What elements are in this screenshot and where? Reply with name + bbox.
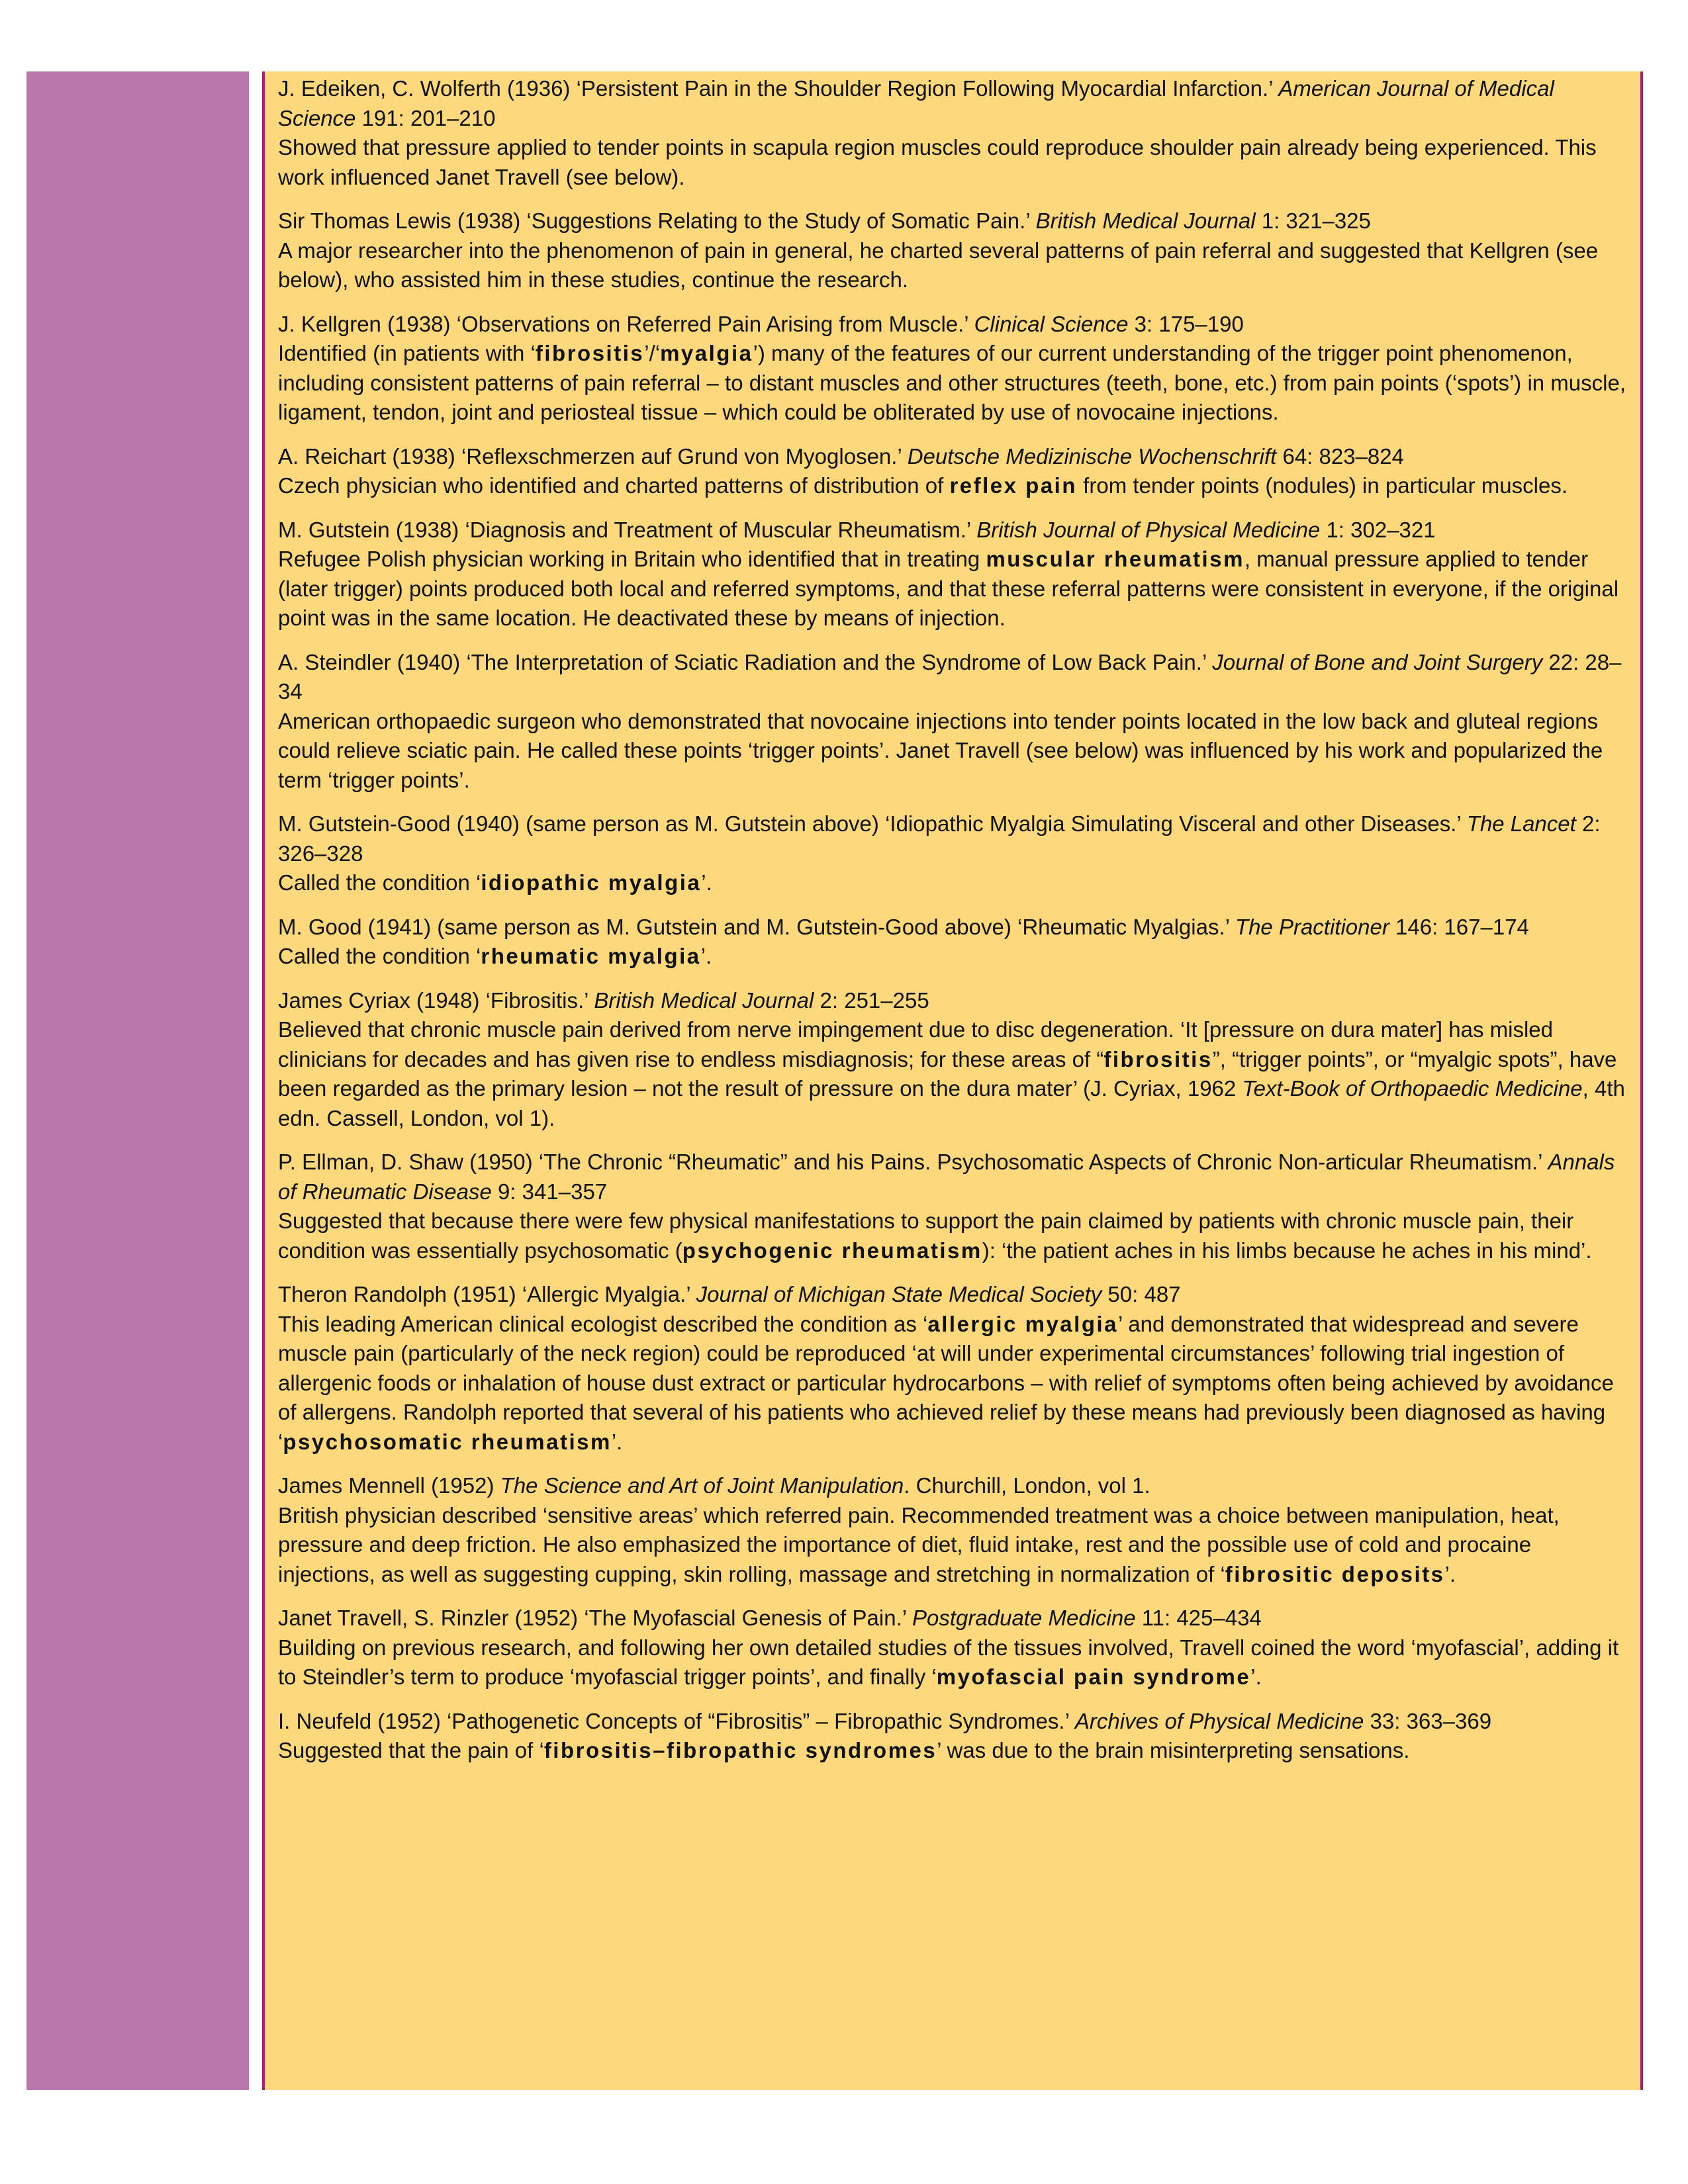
reference-citation: A. Reichart (1938) ‘Reflexschmerzen auf Grund von Myoglosen.’ Deutsche Medizinische Wochenschrift 64: 823–824 <box>278 443 1404 469</box>
reference-citation: I. Neufeld (1952) ‘Pathogenetic Concepts of “Fibrositis” – Fibropathic Syndromes.’ Archives of Physical Medicine 33: 363–369 <box>278 1708 1492 1733</box>
reference-entry <box>278 648 1630 796</box>
reference-description: Called the condition ‘idiopathic myalgia’. <box>278 870 712 895</box>
reference-entry <box>278 442 1630 501</box>
reference-description: Called the condition ‘rheumatic myalgia’. <box>278 944 712 968</box>
key-term: fibrositic deposits <box>1225 1561 1445 1586</box>
sidebar-band <box>26 71 249 2090</box>
reference-entry <box>278 809 1630 898</box>
key-term: psychosomatic rheumatism <box>283 1429 612 1454</box>
key-term: reflex pain <box>949 473 1078 498</box>
reference-description: Building on previous research, and following her own detailed studies of the tissues involved, Travell coined the word ‘myofascial’, adding it to Steindler’s term to produce ‘myofascial trigger points’, and finally ‘myofascial pain syndrome’. <box>278 1635 1619 1689</box>
reference-description: American orthopaedic surgeon who demonstrated that novocaine injections into tender points located in the low back and gluteal regions could relieve sciatic pain. He called these points ‘trigger points’. Janet Travell (see below) was influenced by his work and popularized the term ‘trigger points’. <box>278 708 1603 792</box>
journal-title: The Lancet <box>1466 811 1576 836</box>
reference-citation: Theron Randolph (1951) ‘Allergic Myalgia.’ Journal of Michigan State Medical Society 50: 487 <box>278 1282 1181 1306</box>
book-title: Text-Book of Orthopaedic Medicine <box>1242 1076 1583 1101</box>
key-term: myofascial pain syndrome <box>936 1664 1251 1689</box>
journal-title: Postgraduate Medicine <box>912 1606 1136 1630</box>
reference-entry <box>278 1471 1630 1589</box>
reference-citation: James Mennell (1952) The Science and Art of Joint Manipulation. Churchill, London, vol 1. <box>278 1473 1150 1498</box>
journal-title: Clinical Science <box>974 311 1129 336</box>
reference-description: A major researcher into the phenomenon of pain in general, he charted several patterns of pain referral and suggested that Kellgren (see below), who assisted him in these studies, continue the research. <box>278 238 1599 292</box>
reference-citation: James Cyriax (1948) ‘Fibrositis.’ British Medical Journal 2: 251–255 <box>278 987 929 1013</box>
key-term: fibrositis <box>1103 1046 1213 1071</box>
key-term: idiopathic myalgia <box>481 870 702 895</box>
reference-description: Identified (in patients with ‘fibrositis’/‘myalgia’) many of the features of our current understanding of the trigger point phenomenon, including consistent patterns of pain referral – to distant muscles and other structures (teeth, bone, etc.) from pain points (‘spots’) in muscle, ligament, tendon, joint and periosteal tissue – which could be obliterated by use of novocaine injections. <box>278 341 1626 424</box>
key-term: muscular rheumatism <box>986 547 1244 571</box>
reference-entry <box>278 1707 1630 1766</box>
journal-title: Journal of Bone and Joint Surgery <box>1212 649 1543 674</box>
journal-title: British Journal of Physical Medicine <box>976 517 1321 542</box>
reference-entry <box>278 516 1630 633</box>
reference-citation: M. Gutstein-Good (1940) (same person as M. Gutstein above) ‘Idiopathic Myalgia Simulating Visceral and other Diseases.’ The Lancet 2: 326–328 <box>278 811 1601 866</box>
reference-citation: Sir Thomas Lewis (1938) ‘Suggestions Relating to the Study of Somatic Pain.’ British Medical Journal 1: 321–325 <box>278 208 1371 233</box>
reference-description: Suggested that the pain of ‘fibrositis–fibropathic syndromes’ was due to the brain misinterpreting sensations. <box>278 1738 1410 1762</box>
reference-entry <box>278 1280 1630 1457</box>
journal-title: The Practitioner <box>1235 914 1389 939</box>
journal-title: British Medical Journal <box>1035 208 1256 233</box>
reference-description: Czech physician who identified and charted patterns of distribution of reflex pain from tender points (nodules) in particular muscles. <box>278 473 1568 498</box>
reference-description: British physician described ‘sensitive areas’ which referred pain. Recommended treatment was a choice between manipulation, heat, pressure and deep friction. He also emphasized the importance of diet, fluid intake, rest and the possible use of cold and procaine injections, as well as suggesting cupping, skin rolling, massage and stretching in normalization of ‘fibrositic deposits’. <box>278 1502 1560 1586</box>
reference-description: Refugee Polish physician working in Britain who identified that in treating muscular rheumatism, manual pressure applied to tender (later trigger) points produced both local and referred symptoms, and that these referral patterns were consistent in everyone, if the original point was in the same location. He deactivated these by means of injection. <box>278 547 1619 630</box>
key-term: fibrositis–fibropathic syndromes <box>543 1738 937 1762</box>
reference-entry <box>278 1148 1630 1265</box>
reference-citation: Janet Travell, S. Rinzler (1952) ‘The Myofascial Genesis of Pain.’ Postgraduate Medicine 11: 425–434 <box>278 1606 1262 1630</box>
reference-description: Believed that chronic muscle pain derived from nerve impingement due to disc degeneration. ‘It [pressure on dura mater] has misled clinicians for decades and has given rise to endless misdiagnosis; for these areas of “fibrositis”, “trigger points”, or “myalgic spots”, have been regarded as the primary lesion – not the result of pressure on the dura mater’ (J. Cyriax, 1962 Text-Book of Orthopaedic Medicine, 4th edn. Cassell, London, vol 1). <box>278 1017 1625 1130</box>
reference-entry <box>278 206 1630 295</box>
journal-title: Annals of Rheumatic Disease <box>278 1150 1615 1204</box>
key-term: myalgia <box>660 341 753 365</box>
reference-citation: P. Ellman, D. Shaw (1950) ‘The Chronic “Rheumatic” and his Pains. Psychosomatic Aspects of Chronic Non-articular Rheumatism.’ Annals of Rheumatic Disease 9: 341–357 <box>278 1150 1615 1204</box>
journal-title: Journal of Michigan State Medical Society <box>696 1282 1102 1306</box>
reference-entry <box>278 310 1630 428</box>
key-term: allergic myalgia <box>927 1311 1119 1336</box>
reference-entry <box>278 74 1630 192</box>
reference-description: Suggested that because there were few physical manifestations to support the pain claimed by patients with chronic muscle pain, their condition was essentially psychosomatic (psychogenic rheumatism): ‘the patient aches in his limbs because he aches in his mind’. <box>278 1208 1592 1263</box>
journal-title: British Medical Journal <box>594 987 814 1013</box>
reference-citation: M. Good (1941) (same person as M. Gutstein and M. Gutstein-Good above) ‘Rheumatic Myalgias.’ The Practitioner 146: 167–174 <box>278 914 1529 939</box>
reference-entry <box>278 913 1630 972</box>
reference-entry <box>278 1604 1630 1692</box>
key-term: fibrositis <box>535 341 645 365</box>
key-term: psychogenic rheumatism <box>682 1238 982 1263</box>
reference-citation: A. Steindler (1940) ‘The Interpretation of Sciatic Radiation and the Syndrome of Low Back Pain.’ Journal of Bone and Joint Surgery 22: 28–34 <box>278 649 1622 704</box>
reference-citation: M. Gutstein (1938) ‘Diagnosis and Treatment of Muscular Rheumatism.’ British Journal of Physical Medicine 1: 302–321 <box>278 517 1436 542</box>
journal-title: Archives of Physical Medicine <box>1074 1708 1364 1733</box>
reference-entry <box>278 986 1630 1134</box>
reference-citation: J. Kellgren (1938) ‘Observations on Referred Pain Arising from Muscle.’ Clinical Science 3: 175–190 <box>278 311 1244 336</box>
gutter <box>249 71 262 2090</box>
book-title: The Science and Art of Joint Manipulation <box>500 1473 904 1498</box>
reference-description: Showed that pressure applied to tender points in scapula region muscles could reproduce shoulder pain already being experienced. This work influenced Janet Travell (see below). <box>278 135 1597 189</box>
journal-title: Deutsche Medizinische Wochenschrift <box>907 443 1277 469</box>
content-panel <box>262 71 1643 2090</box>
key-term: rheumatic myalgia <box>481 944 701 968</box>
reference-citation: J. Edeiken, C. Wolferth (1936) ‘Persistent Pain in the Shoulder Region Following Myocardial Infarction.’ American Journal of Medical Science 191: 201–210 <box>278 76 1554 130</box>
reference-description: This leading American clinical ecologist described the condition as ‘allergic myalgia’ and demonstrated that widespread and severe muscle pain (particularly of the neck region) could be reproduced ‘at will under experimental circumstances’ following trial ingestion of allergenic foods or inhalation of house dust extract or particular hydrocarbons – with relief of symptoms often being achieved by avoidance of allergens. Randolph reported that several of his patients who achieved relief by these means had previously been diagnosed as having ‘psychosomatic rheumatism’. <box>278 1311 1614 1454</box>
journal-title: American Journal of Medical Science <box>278 76 1554 130</box>
